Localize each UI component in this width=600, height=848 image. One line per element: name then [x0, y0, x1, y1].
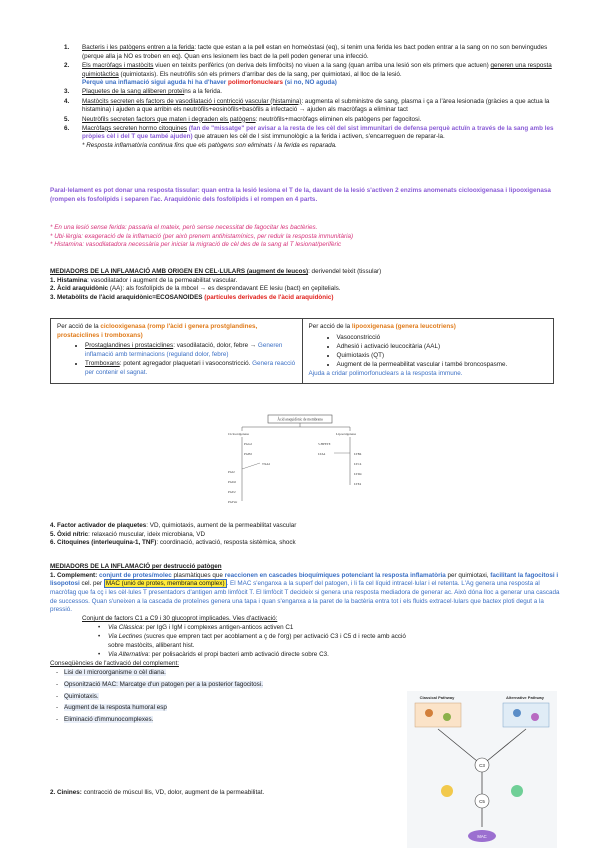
- diagram-right-node: LTE4: [354, 482, 362, 486]
- eicosanoid-table: [50, 318, 554, 384]
- pathway-name: Via Lectines: [108, 633, 143, 640]
- activation-pathways-head: Conjunt de factors C1 a C9 i 30 glucoprot implicades. Vies d'activació:: [82, 615, 278, 623]
- step-note: Perquè una inflamació sigui aguda hi ha d'haver: [82, 79, 227, 87]
- item-number: 2.: [50, 285, 56, 293]
- item-blue: Generen inflamació amb terminacions (reguland dolor, febre): [85, 342, 283, 359]
- pathway-item: [50, 651, 560, 660]
- cinines-lead: 2. Cinines:: [50, 789, 82, 796]
- complement-text: plasmàtiques que: [171, 571, 223, 579]
- consequence-item: [50, 669, 560, 678]
- c5-label: C5: [479, 799, 485, 804]
- step-note-end: (si no, NO aguda): [282, 79, 337, 87]
- mac-label: MAC: [477, 834, 487, 839]
- pathway-item: [50, 633, 560, 650]
- consequence-text: Quimiotaxis.: [64, 692, 99, 700]
- diagram-left-node: PGE2: [228, 490, 236, 494]
- item-number: 4.: [50, 522, 56, 529]
- cellular-mediators: [50, 268, 560, 303]
- item-text: : coordinació, activació, resposta sistèmica, shock: [156, 539, 296, 547]
- classical-box: [415, 703, 461, 727]
- step-lead: Mastòcits secreten els factors de vasodilatació i contricció vascular (histamina): [82, 97, 302, 105]
- cell-head-orange: ciclooxigenasa (romp l'àcid i genera prostglandines, prostaciclines i tromboxans): [57, 323, 258, 339]
- diagram-left-node: TXA2: [262, 462, 271, 466]
- step-number: 4.: [64, 97, 70, 105]
- mediator-item: [50, 285, 560, 294]
- diagram-right-node: LTB4: [354, 452, 362, 456]
- lipoxygenase-cell: [302, 319, 554, 384]
- item-blue: Genera reacció per contenir el sagnat.: [85, 360, 296, 376]
- activation-pathways: [50, 624, 560, 660]
- pink-note: * Histamina: vasodilatadora necessària per iniciar la migració de cèl des de la sang al T lesionat/perifèric: [50, 241, 342, 249]
- diagram-right-node: 5-HPETE: [318, 442, 331, 446]
- mediator-item: [50, 531, 560, 540]
- item-lead: Factor activador de plaquetes: [57, 522, 147, 529]
- cinines-item: [50, 789, 390, 798]
- c3b-icon: [531, 713, 539, 721]
- diagram-root-label: Àcid araquidònic de membrana: [277, 417, 323, 422]
- step-text: : tacte que estan a la pell estan en homeòstasi (eq), si tenim una ferida les bact poden entrar a la sang on no son benvingudes (perque alla ja NO es troben en eq). Quan ens lesionem les bact de la pell poden generar una infecció.: [82, 44, 548, 60]
- step-purple-note: (fan de "missatge" per avisar a la resta de les cèl del sist immunitari de defensa perquè actuïn a través de la sang amb les pròpies cèl i del T que també ajuden): [82, 124, 554, 141]
- parallel-text: Paral·lelament es pot donar una resposta tissular: quan entra la lesió lesiona el T de la, davant de la lesió s'activen 2 enzims anomenats ciclooxigenasa i lipooxigenasa (rompen els fosfolípids i separen l'ac. Araquidònic dels fosfolípids i el rompen en 4 parts.: [50, 187, 551, 203]
- diagram-right-node: LTC4: [354, 462, 362, 466]
- complement-lead: 1. Complement:: [50, 571, 98, 579]
- step-number: 3.: [64, 88, 70, 96]
- consequences-head: Conseqüències de l'activació del complement:: [50, 660, 179, 668]
- consequence-text: Opsonització MAC: Marcatge d'un patogen per a la posterior fagocitosi.: [64, 680, 263, 688]
- diagram-left-enzyme: Ciclooxigenasa: [228, 432, 249, 436]
- consequence-text: Eliminació d'immunocomplexes.: [64, 716, 154, 724]
- inflammation-steps: [50, 44, 560, 151]
- section-title-rest: : derivendel teixit (tissular): [308, 268, 382, 275]
- diagram-right-node: LTA4: [318, 452, 326, 456]
- table-list-item: • Quimiotaxis (QT): [337, 352, 548, 361]
- table-list-item: • Adhesió i activació leucocitària (AAL): [337, 343, 548, 352]
- step-text: : neutròfils+macròfags eliminen els patògens per fagocitosi.: [255, 115, 422, 123]
- step-number: 2.: [64, 61, 70, 69]
- step-4: [50, 98, 560, 115]
- mediator-item: [50, 539, 560, 548]
- more-mediators: [50, 522, 560, 548]
- table-list-item: [85, 342, 296, 359]
- item-number: 5.: [50, 530, 56, 538]
- parallel-response: [50, 187, 560, 204]
- step-footnote: * Resposta inflamatòria continua fins que els patògens son eliminats i la ferida es reparada.: [82, 142, 337, 150]
- item-text: : VD, quimiotaxis, aument de la permeabilitat vascular: [146, 522, 297, 529]
- step-lead: Plaquetes de la sang alliberen proteï: [82, 88, 185, 96]
- antibody-icon: [443, 713, 451, 721]
- diagram-left-node: PGH2: [244, 452, 252, 456]
- diagram-left-node: PGF2α: [228, 500, 238, 504]
- step-number: 6.: [64, 124, 70, 132]
- inflammation-icon: [441, 785, 453, 797]
- consequence-text: Augment de la resposta humoral esp: [64, 704, 167, 712]
- complement-pathway-figure: [407, 691, 557, 848]
- bacteria-icon: [513, 709, 521, 717]
- item-text: : vasodilatació, dolor, febre →: [173, 342, 257, 350]
- pathogen-icon: [425, 709, 433, 717]
- diagram-left-node: PGI2: [228, 470, 235, 474]
- table-list-item: • Augment de la permeabilitat vascular i també broncospasme.: [337, 361, 548, 370]
- pathway-text: : per polisacàrids el propi bacteri amb activació directe sobre C3.: [148, 650, 329, 658]
- step-text: que atrauen les cèl de l sist immunològic a la ferida i activen, s'encarreguen de reparar-la.: [192, 133, 445, 141]
- cell-head: Per acció de la: [57, 323, 101, 330]
- item-lead: Metabòlits de l'àcid araquidònic=ECOSANOIDES: [57, 294, 203, 302]
- pathway-name: Via Clàssica: [108, 623, 143, 631]
- pathway-item: [50, 624, 560, 633]
- diagram-right-node: LTD4: [354, 472, 362, 476]
- step-text: ns a la ferida.: [184, 88, 223, 96]
- step-lead: Bacteris i les patògens entren a la ferida: [82, 44, 195, 51]
- item-lead: Tromboxans: [85, 360, 120, 368]
- mediator-item: [50, 294, 560, 303]
- section-title: MEDIADORS DE LA INFLAMACIÓ AMB ORIGEN EN CEL·LULARS (augment de leucos): [50, 268, 309, 275]
- pathway-text: : per IgG i IgM i complexes antigen-anticos activen C1: [142, 623, 294, 631]
- cyclooxygenase-cell: [51, 319, 303, 384]
- item-number: 3.: [50, 294, 56, 302]
- cell-head: Per acció de la: [308, 323, 352, 330]
- arachidonic-acid-diagram: [222, 413, 378, 509]
- figure-right-title: Alternative Pathway: [505, 695, 545, 700]
- mediator-item: [50, 522, 560, 531]
- consequence-item: [50, 681, 560, 690]
- step-3: [50, 88, 560, 97]
- pathway-text: (sucres que empren tact per acoblament a ç de l'org) per activació C3 i C5 d i recte amb acció sobre mastòcits, alliberant hist.: [108, 633, 406, 649]
- alternative-box: [503, 703, 549, 727]
- consequence-text: Lisi de l microorganisme o cèl diana.: [64, 668, 166, 676]
- mac-highlight: MAC (unió de protes, membrana complex): [105, 580, 225, 588]
- step-text-2: (quimiotaxis). Els neutròfils són els primers d'arribar des de la sang, per quimiotaxi, al lloc de la lesió.: [118, 70, 402, 78]
- item-text: : relaxació muscular, ideix microbiana, VD: [88, 530, 206, 538]
- c3-label: C3: [479, 763, 485, 768]
- item-lead: Òxid nítric: [57, 530, 89, 538]
- step-lead-2: generen una resposta quimiotàctica: [82, 61, 552, 78]
- pink-notes: [50, 224, 560, 250]
- complement-rest: . El MAC s'enganxa a la superf del patogen, i li fa cel líquid intracel·lular i el retenta. L'Ag genera una resposta al macròfag que fa cç i les cèl·lules T presentadors d'antigen amb limfòcit T. El limfòcit T decideix si genera una resposta mediadora de generar ac. Això dóna lloc a generar una cascada de successos. Quan s'uneixen a la cascada de proteïnes genera una tapa i quan s'enganxa a la paret de la bactèria entra tot i els fluids extracel·lulars que bactex ploti degut a la pressió.: [50, 580, 560, 614]
- diagram-right-enzyme: Lipooxigenasa: [336, 432, 356, 436]
- diagram-line: [242, 463, 260, 469]
- complement-text-3: cel. per: [79, 580, 104, 588]
- item-lead: Histamina: [57, 276, 88, 284]
- step-number: 5.: [64, 115, 70, 123]
- section-title: MEDIADORS DE LA INFLAMACIÓ per destrucció patògen: [50, 563, 222, 570]
- step-text: : augmenta el subministre de sang, plasma i ça a l'àrea lesionada (gràcies a que actua la histamina) i ajuden a que arribin els neutròfils+eosinòfils+basòfils a infectació → ajuden als macròfags a eliminar tact: [82, 97, 550, 114]
- table-list-item: [85, 360, 296, 377]
- complement-blue: conjunt de protes/molec: [97, 571, 172, 579]
- item-number: 6.: [50, 539, 56, 547]
- pink-note: * Ubi·lèrgia: exageració de la inflamació (per això prenem antihistamínics, per reduir la resposta immunitària): [50, 232, 354, 240]
- diagram-left-node: PGD2: [228, 480, 236, 484]
- item-red-note: (partícules derivades de l'àcid araquidònic): [202, 294, 334, 302]
- figure-left-title: Classical Pathway: [419, 695, 455, 700]
- step-2: [50, 62, 560, 88]
- cinines-text: contracció de múscul llis, VD, dolor, augment de la permeabilitat.: [81, 789, 265, 796]
- item-text: (AA): als fosfolípids de la mbcel → es desprendavant EE lesiu (bact) en çepitelials.: [108, 285, 341, 293]
- step-lead: Macròfags secreten hormo citoquines: [82, 124, 187, 132]
- table-list-item: • Vasoconstricció: [337, 334, 548, 343]
- cell-head-orange: lipooxigenasa (genera leucotriens): [351, 323, 456, 330]
- complement-text-2: per quimiotaxi,: [445, 571, 489, 579]
- step-lead: Neutròfils secreten factors que maten i degraden els patògens: [82, 115, 256, 123]
- item-lead: Citoquines (interleuquina-1, TNF): [57, 539, 157, 547]
- pink-note: * En una lesió sense ferida: passaria el mateix, però sense necessitat de fagocitar les bactèries.: [50, 224, 318, 231]
- step-1: [50, 44, 560, 61]
- complement-blue-2: reaccionen en cascades bioquímiques potenciant la resposta inflamatòria: [222, 571, 446, 579]
- pathway-name: Via Alternativa: [108, 650, 149, 658]
- item-number: 1.: [50, 276, 56, 284]
- step-6: [50, 125, 560, 151]
- opsonization-icon: [511, 785, 523, 797]
- item-text: : vasodilatador i augment de la permeabilitat vascular.: [87, 276, 238, 284]
- step-number: 1.: [64, 44, 70, 51]
- diagram-left-node: PGG2: [244, 442, 252, 446]
- step-note-red: polimorfonuclears: [226, 79, 283, 87]
- step-5: [50, 116, 560, 125]
- item-text: : potent agregador plaquetari i vasoconstricció.: [119, 360, 251, 368]
- item-lead: Prostaglandines i prostaciclines: [85, 342, 174, 350]
- step-text: viuen en teixits perifèrics (on deriva dels limfòcits) no viuen a la sang (quan arriba una lesió son els primers que actuen): [153, 61, 489, 69]
- item-lead: Àcid araquidònic: [57, 285, 109, 293]
- complement-paragraph: [50, 572, 560, 615]
- cell-footnote: Ajuda a cridar polimorfonuclears a la resposta immune.: [308, 370, 463, 378]
- step-lead: Els macròfags i mastòcits: [82, 61, 154, 69]
- complement-blue-3: facilitant la fagocitosi i lisopotosi: [50, 571, 559, 588]
